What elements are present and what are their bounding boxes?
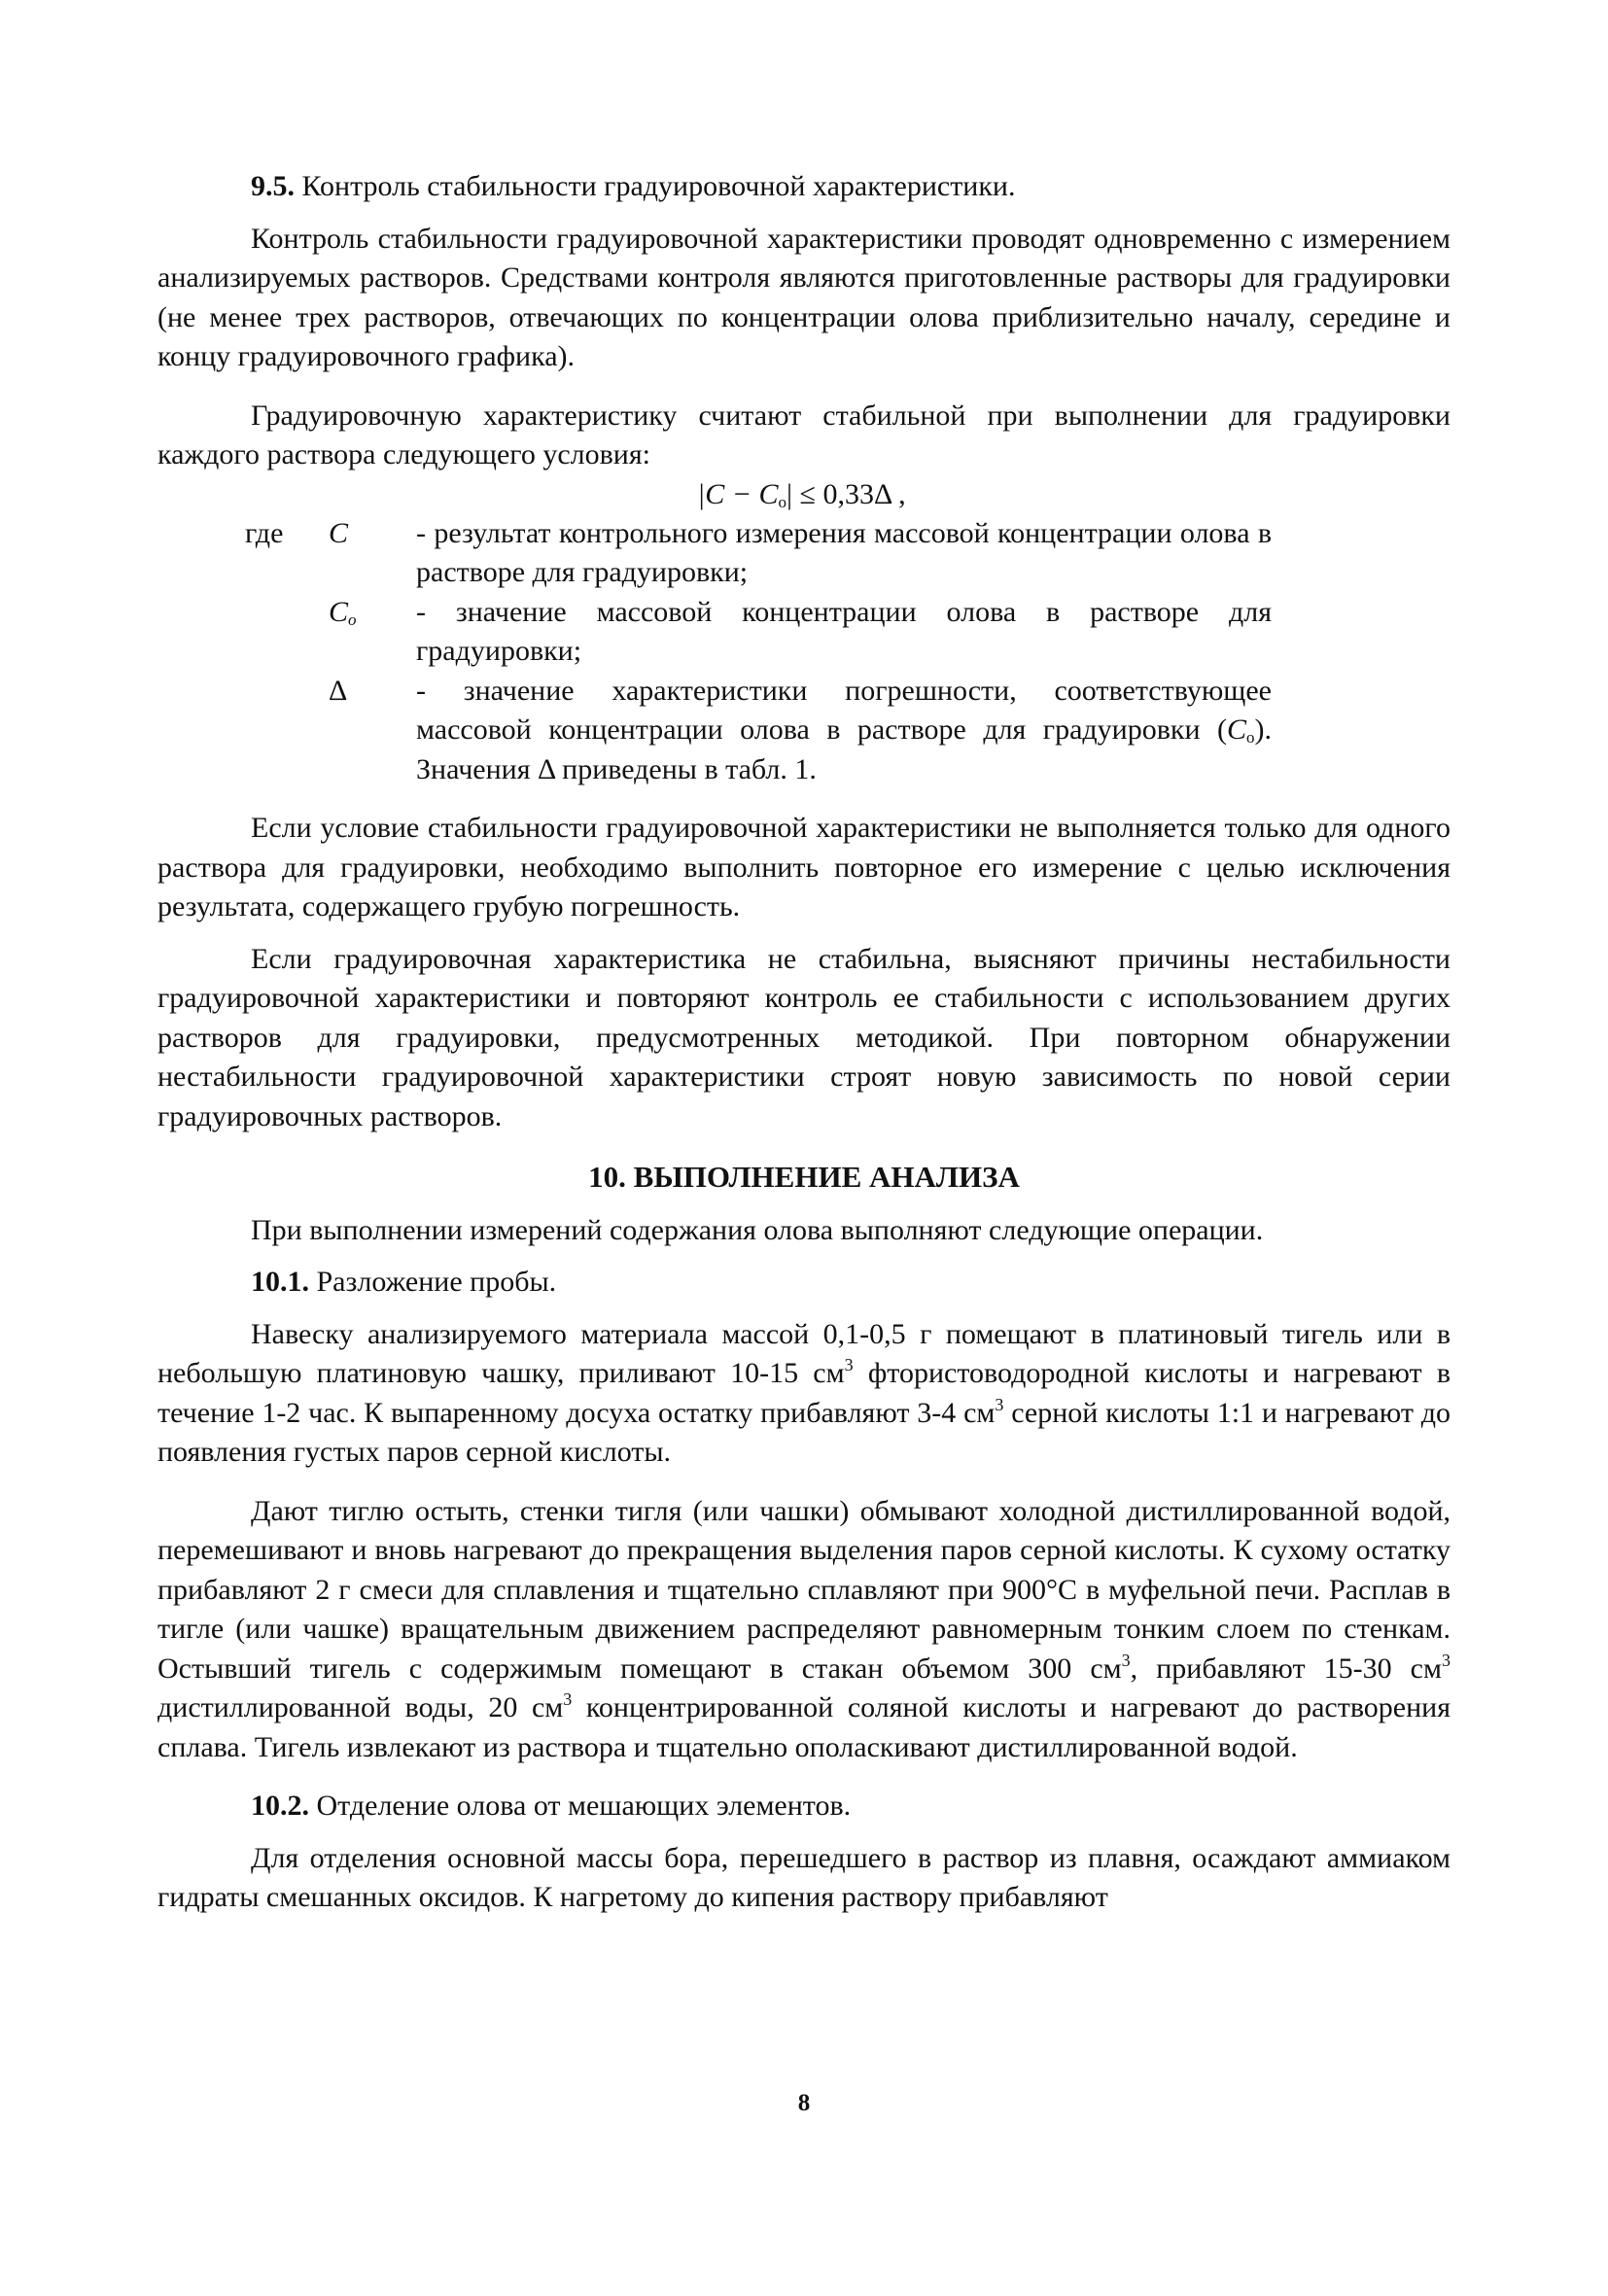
paragraph: Если условие стабильности градуировочной характеристики не выполняется только для одного раствора для градуировки, необходимо выполнить повторное его измерение с целью исключения результата, содержащего грубую погрешность. [157,812,1451,922]
section-number: 9.5. [251,170,295,202]
section-number: 10.1. [251,1266,309,1298]
section-10-1-title [157,1263,1451,1303]
paragraph: Градуировочную характеристику считают стабильной при выполнении для градуировки каждого раствора следующего условия: [157,399,1451,470]
definition-symbol: C [329,516,349,549]
section-9-5-title [157,167,1451,207]
definition-row [157,672,1451,790]
definition-symbol: $C_o$ [329,595,357,629]
section-heading: 10. ВЫПОЛНЕНИЕ АНАЛИЗА [588,1160,1020,1194]
definition-symbol: Δ [329,674,348,707]
definition-row [157,593,1451,672]
page-number: 8 [797,2090,811,2116]
paragraph: Для отделения основной массы бора, перешедшего в раствор из плавня, осаждают аммиаком гидраты смешанных оксидов. К нагретому до кипения раствору прибавляют [157,1841,1451,1913]
section-title: Отделение олова от мешающих элементов. [309,1790,852,1822]
formula-subscript: o [778,492,787,511]
definition-text: - результат контрольного измерения массовой концентрации олова в растворе для градуировки; [416,516,1272,588]
section-number: 10.2. [251,1790,309,1822]
page-text [157,167,1451,1918]
section-10-2-title [157,1787,1451,1826]
definition-row [157,514,1451,593]
paragraph: Контроль стабильности градуировочной характеристики проводят одновременно с измерением анализируемых растворов. Средствами контроля являются приготовленные растворы для градуировки (не менее трех растворов, отвечающих по концентрации олова приблизительно началу, середине и концу градуировочного графика). [157,222,1451,372]
paragraph: При выполнении измерений содержания олова выполняют следующие операции. [251,1213,1264,1246]
definition-text: - значение массовой концентрации олова в растворе для градуировки; [416,595,1272,667]
paragraph: Навеску анализируемого материала массой 0,1-0,5 г помещают в платиновый тигель или в небольшую платиновую чашку, приливают 10-15 $см^3$ фтористоводородной кислоты и нагревают в течение 1-2 час. К выпаренному досуха остатку прибавляют 3-4 $см^3$ серной кислоты 1:1 и нагревают до появления густых паров серной кислоты. [157,1317,1451,1468]
paragraph: Дают тиглю остыть, стенки тигля (или чашки) обмывают холодной дистиллированной водой, перемешивают и вновь нагревают до прекращения выделения паров серной кислоты. К сухому остатку прибавляют 2 г смеси для сплавления и тщательно сплавляют при 900°С в муфельной печи. Расплав в тигле (или чашке) вращательным движением распределяют равномерным тонким слоем по стенкам. Остывший тигель с содержимым помещают в стакан объемом 300 $см^3$, прибавляют 15-30 $см^3$ дистиллированной воды, 20 $см^3$ концентрированной соляной кислоты и нагревают до растворения сплава. Тигель извлекают из раствора и тщательно ополаскивают дистиллированной водой. [157,1494,1451,1763]
section-title: Разложение пробы. [309,1266,557,1298]
section-title: Контроль стабильности градуировочной характеристики. [295,170,1016,202]
definition-text: - значение характеристики погрешности, соответствующее массовой концентрации олова в растворе для градуировки $(C_o)$. Значения Δ приведены в табл. 1. [416,674,1272,785]
paragraph: Если градуировочная характеристика не стабильна, выясняют причины нестабильности градуировочной характеристики и повторяют контроль ее стабильности с использованием других растворов для градуировки, предусмотренных методикой. При повторном обнаружении нестабильности градуировочной характеристики строят новую зависимость по новой серии градуировочных растворов. [157,942,1451,1132]
where-label: где [245,516,284,549]
stability-formula: $|C - C_o| \le 0,33\Delta$ , [697,477,906,511]
